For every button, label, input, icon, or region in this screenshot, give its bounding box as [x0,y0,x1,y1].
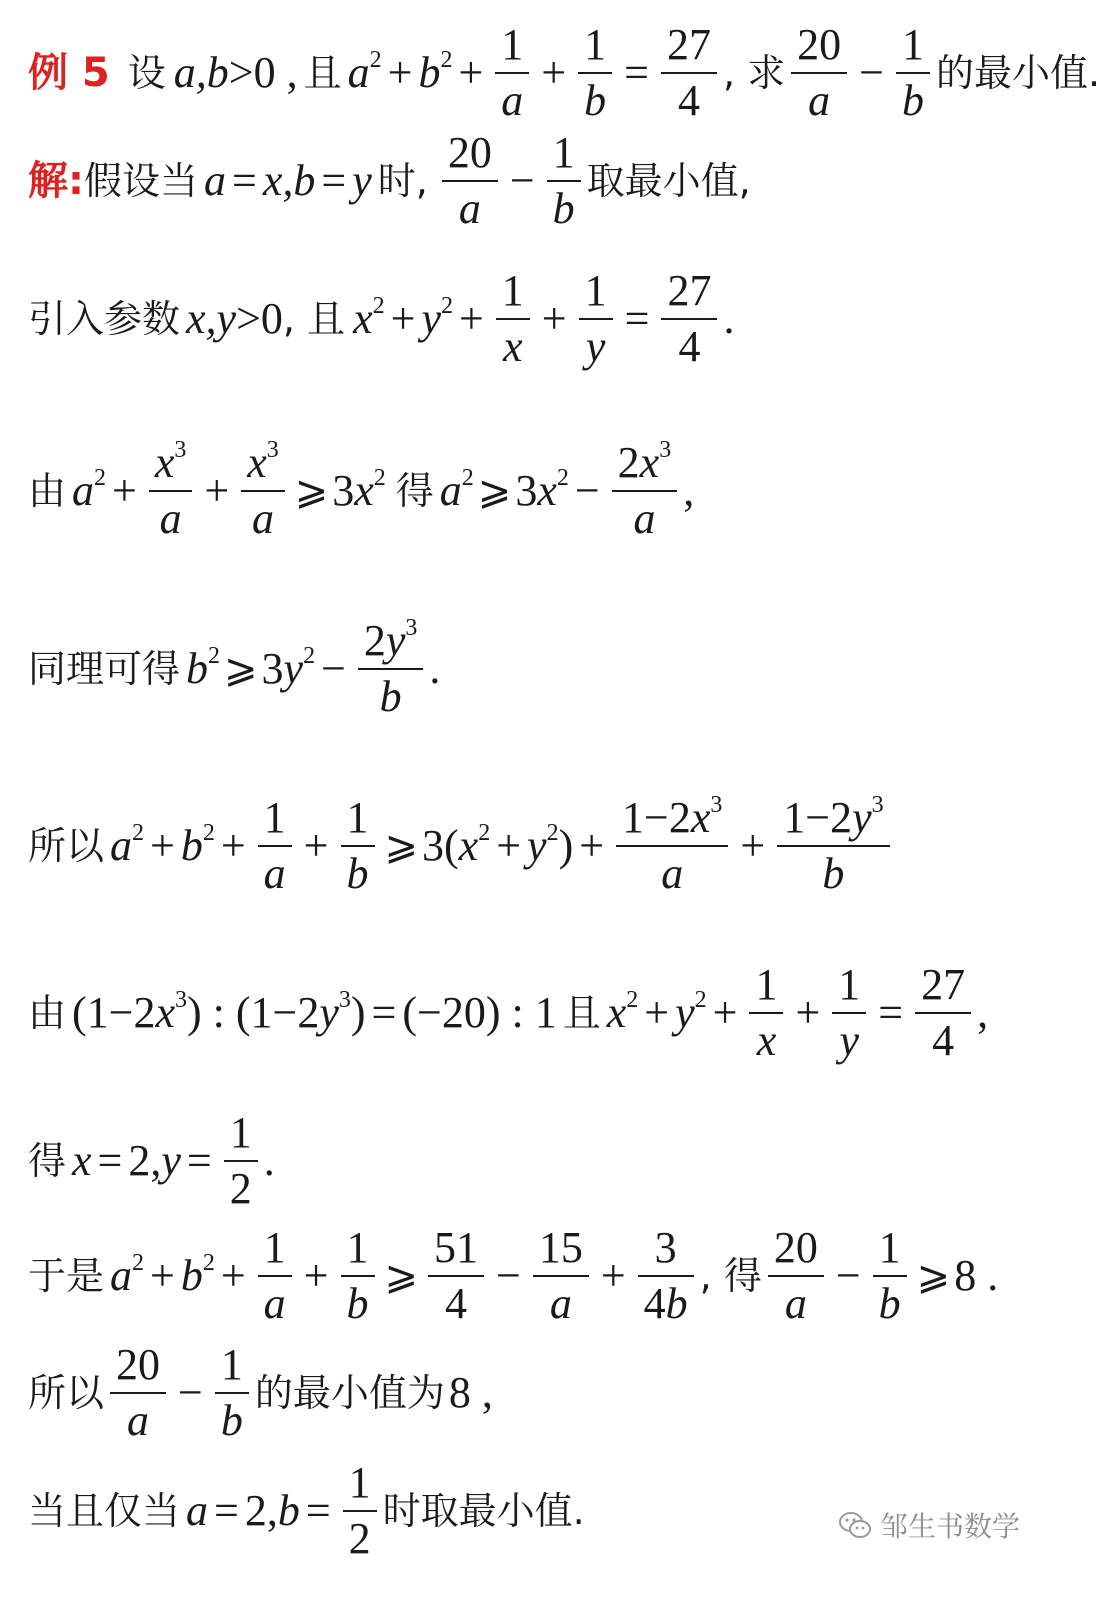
watermark-text: 邹生书数学 [879,1510,1020,1543]
equality-condition: 当且仅当 a = 2, b = $\frac{1}{2}$ 时取最小值. [28,1458,585,1564]
example-label: 例 5 [28,50,110,97]
bound-line: 于是 $a^2$ + $b^2$ + $\frac{1}{a}$ + $\frac{1}{b}$ ⩾ $\frac{51}{4}$ − $\frac{15}{a}$ + $\frac{3}{4b}$ , 得 $\frac{20}{a}$ − $\frac{1}{b}$ ⩾ 8 . [28,1223,999,1329]
solution-label: 解: [28,158,84,205]
conclusion-line: 所以 $\frac{20}{a}$ − $\frac{1}{b}$ 的最小值为 8 , [28,1340,493,1446]
watermark [838,1505,1020,1545]
ratio-condition: 由 (1−2 $x^3$ ) : (1−2 $y^3$ ) = (−20) : 1 且 $x^2$ + $y^2$ + $\frac{1}{x}$ + $\frac{1}{y}$ = $\frac{27}{4}$ , [28,960,989,1066]
example-statement: 例 5 设 a,b >0 , 且 $a^2$ + $b^2$ + $\frac{1}{a}$ + $\frac{1}{b}$ = $\frac{27}{4}$ , 求 $\frac{20}{a}$ − $\frac{1}{b}$ 的最小值. [28,20,1100,126]
wechat-icon [838,1510,872,1540]
inequality-b: 同理可得 $b^2$ ⩾ 3 $y^2$ − $\frac{2y^3}{b}$ . [28,615,441,722]
combined-inequality: 所以 $a^2$ + $b^2$ + $\frac{1}{a}$ + $\frac{1}{b}$ ⩾ 3( $x^2$ + $y^2$ ) + $\frac{1-2x^3}{a}$ + $\frac{1-2y^3}{b}$ [28,795,896,897]
parameter-line: 引入参数 x,y >0 , 且 $x^2$ + $y^2$ + $\frac{1}{x}$ + $\frac{1}{y}$ = $\frac{27}{4}$ . [28,266,735,372]
solution-values: 得 x = 2, y = $\frac{1}{2}$ . [28,1108,275,1214]
solution-intro: 解: 假设当 a = x,b = y 时, $\frac{20}{a}$ − $\frac{1}{b}$ 取最小值, [28,128,751,234]
inequality-a: 由 $a^2$ + $\frac{x^3}{a}$ + $\frac{x^3}{a}$ ⩾ 3 $x^2$ 得 $a^2$ ⩾ 3 $x^2$ − $\frac{2x^3}{a}$ , [28,437,695,544]
